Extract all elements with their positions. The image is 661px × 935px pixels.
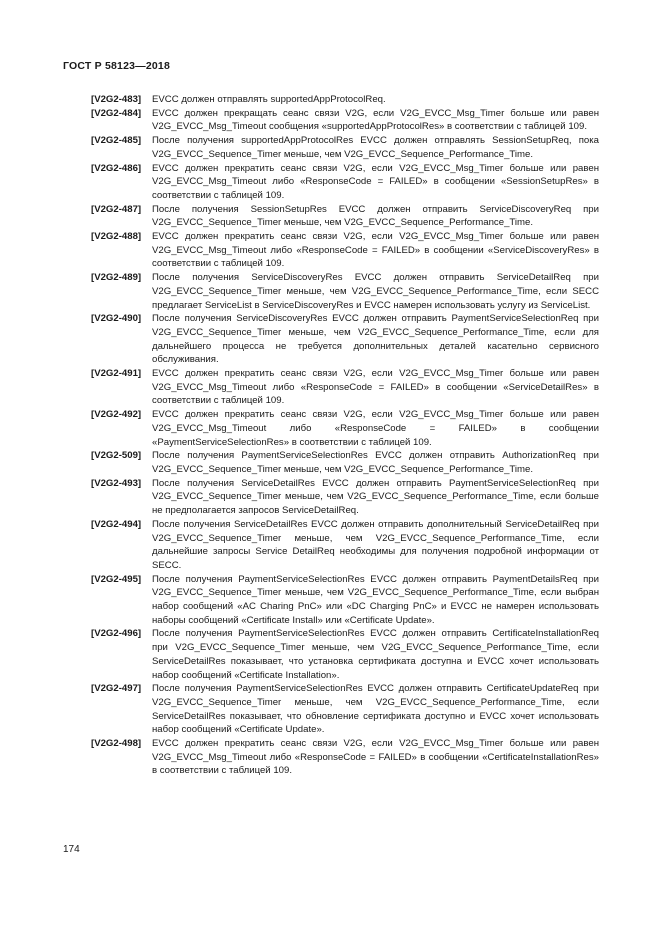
requirement-text: EVCC должен отправлять supportedAppProtocolReq.	[152, 94, 386, 105]
requirement-text: После получения ServiceDetailRes EVCC должен отправить дополнительный ServiceDetailReq при V2G_EVCC_Sequence_Timer меньше, чем V2G_EVCC_Sequence_Performance_Time, если дальнейшие запросы Service DetailReq необходимы для получения подробной информации от SECC.	[152, 518, 599, 571]
requirement-id: [V2G2-487]	[91, 203, 142, 215]
requirement-item	[91, 271, 599, 312]
requirement-item	[91, 203, 599, 230]
requirement-item	[91, 573, 599, 628]
requirement-id: [V2G2-495]	[91, 573, 142, 585]
requirement-item	[91, 367, 599, 408]
requirement-text: EVCC должен прекратить сеанс связи V2G, если V2G_EVCC_Msg_Timer больше или равен V2G_EVCC_Msg_Timeout либо «ResponseCode = FAILED» в сообщении «ServiceDetailRes» в соответствии с таблицей 109.	[152, 368, 599, 407]
requirement-text: EVCC должен прекратить сеанс связи V2G, если V2G_EVCC_Msg_Timer больше или равен V2G_EVCC_Msg_Timeout либо «ResponseCode = FAILED» в сообщении «ServiceDiscoveryRes» в соответствии с таблицей 109.	[152, 231, 599, 270]
requirement-id: [V2G2-492]	[91, 409, 142, 421]
requirement-id: [V2G2-498]	[91, 738, 142, 750]
requirement-id: [V2G2-483]	[91, 94, 142, 105]
requirement-text: После получения PaymentServiceSelectionRes EVCC должен отправить CertificateInstallationReq при V2G_EVCC_Sequence_Timer меньше, чем V2G_EVCC_Sequence_Performance_Time, если ServiceDetailRes показывает, что установка сертификата доступна и EVCC хочет использовать набор сообщений «Certificate Installation».	[152, 628, 599, 681]
requirement-item	[91, 312, 599, 367]
requirement-id: [V2G2-509]	[91, 450, 142, 462]
requirement-text: После получения PaymentServiceSelectionRes EVCC должен отправить CertificateUpdateReq при V2G_EVCC_Sequence_Timer меньше, чем V2G_EVCC_Sequence_Performance_Time, если ServiceDetailRes показывает, что обновление сертификата доступно и EVCC хочет использовать набор сообщений «Certificate Update».	[152, 683, 599, 736]
requirement-text: После получения ServiceDiscoveryRes EVCC должен отправить ServiceDetailReq при V2G_EVCC_Sequence_Timer меньше, чем V2G_EVCC_Sequence_Performance_Time, если SECC предлагает ServiceList в ServiceDiscoveryRes и EVCC намерен использовать услугу из ServiceList.	[152, 272, 599, 311]
requirement-item	[91, 107, 599, 134]
requirement-text: EVCC должен прекратить сеанс связи V2G, если V2G_EVCC_Msg_Timer больше или равен V2G_EVCC_Msg_Timeout либо «ResponseCode = FAILED» в сообщении «SessionSetupRes» в соответствии с таблицей 109.	[152, 162, 599, 201]
requirement-item	[91, 134, 599, 161]
requirement-item	[91, 682, 599, 737]
requirement-item	[91, 230, 599, 271]
requirement-item	[91, 477, 599, 518]
requirement-item	[91, 408, 599, 449]
requirement-id: [V2G2-488]	[91, 231, 142, 243]
requirement-id: [V2G2-494]	[91, 518, 142, 530]
requirement-item	[91, 518, 599, 573]
requirement-text: EVCC должен прекращать сеанс связи V2G, если V2G_EVCC_Msg_Timer больше или равен V2G_EVCC_Msg_Timeout сообщения «supportedAppProtocolRes» в соответствии с таблицей 109.	[152, 107, 599, 133]
requirement-text: После получения ServiceDetailRes EVCC должен отправить PaymentServiceSelectionReq при V2G_EVCC_Sequence_Timer меньше, чем V2G_EVCC_Sequence_Performance_Time, если больше не предполагается запросов ServiceDetailReq.	[152, 477, 599, 517]
requirement-text: EVCC должен прекратить сеанс связи V2G, если V2G_EVCC_Msg_Timer больше или равен V2G_EVCC_Msg_Timeout либо «ResponseCode = FAILED» в сообщении «CertificateInstallationRes» в соответствии с таблицей 109.	[152, 738, 599, 777]
requirement-item	[91, 449, 599, 476]
requirement-id: [V2G2-496]	[91, 628, 142, 640]
requirement-text: EVCC должен прекратить сеанс связи V2G, если V2G_EVCC_Msg_Timer больше или равен V2G_EVCC_Msg_Timeout либо «ResponseCode = FAILED» в сообщении «PaymentServiceSelectionRes» в соответствии с таблицей 109.	[152, 409, 599, 448]
requirement-id: [V2G2-485]	[91, 135, 142, 147]
requirement-text: После получения PaymentServiceSelectionRes EVCC должен отправить PaymentDetailsReq при V2G_EVCC_Sequence_Timer меньше, чем V2G_EVCC_Sequence_Performance_Time, если выбран набор сообщений «AC Charing PnC» или «DC Charging PnC» и EVCC не намерен использовать наборы сообщений «Certificate Install» или «Certificate Update».	[152, 573, 599, 626]
requirement-id: [V2G2-493]	[91, 477, 142, 489]
requirement-id: [V2G2-490]	[91, 313, 142, 325]
requirement-id: [V2G2-497]	[91, 683, 142, 695]
requirement-item	[91, 93, 599, 107]
requirement-id: [V2G2-486]	[91, 162, 142, 174]
page-number: 174	[63, 844, 80, 855]
requirement-id: [V2G2-484]	[91, 107, 142, 119]
requirement-item	[91, 737, 599, 778]
requirement-item	[91, 627, 599, 682]
requirement-text: После получения supportedAppProtocolRes EVCC должен отправлять SessionSetupReq, пока V2G_EVCC_Sequence_Timer меньше, чем V2G_EVCC_Sequence_Performance_Time.	[152, 135, 599, 160]
requirement-id: [V2G2-489]	[91, 272, 142, 284]
document-header: ГОСТ Р 58123—2018	[63, 60, 171, 72]
requirement-text: После получения ServiceDiscoveryRes EVCC должен отправить PaymentServiceSelectionReq при V2G_EVCC_Sequence_Timer меньше, чем V2G_EVCC_Sequence_Performance_Time, если для дальнейшего процесса не требуется дополнительных деталей касательно сервисного обслуживания.	[152, 313, 599, 366]
requirement-text: После получения SessionSetupRes EVCC должен отправить ServiceDiscoveryReq при V2G_EVCC_Sequence_Timer меньше, чем V2G_EVCC_Sequence_Performance_Time.	[152, 203, 599, 229]
requirement-id: [V2G2-491]	[91, 368, 142, 380]
requirement-item	[91, 162, 599, 203]
requirements-list	[91, 93, 599, 778]
requirement-text: После получения PaymentServiceSelectionRes EVCC должен отправить AuthorizationReq при V2G_EVCC_Sequence_Timer меньше, чем V2G_EVCC_Sequence_Performance_Time.	[152, 450, 599, 475]
